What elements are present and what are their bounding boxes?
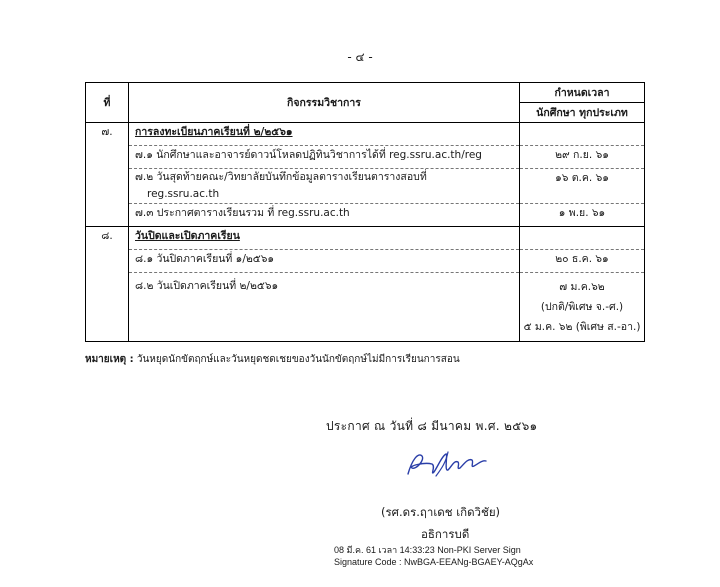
announcement-date: ประกาศ ณ วันที่ ๘ มีนาคม พ.ศ. ๒๕๖๑	[326, 419, 538, 433]
signature-code: Signature Code : NwBGA-EEANg-BGAEY-AQgAx	[334, 557, 534, 567]
activity-cell-line2: reg.ssru.ac.th	[147, 188, 220, 200]
activity-cell: ๗.๒ วันสุดท้ายคณะ/วิทยาลัยบันทึกข้อมูลตารางเรียนตารางสอบที่	[135, 171, 427, 183]
handwritten-signature	[402, 446, 494, 482]
header-activity: กิจกรรมวิชาการ	[129, 83, 520, 123]
section-row	[86, 227, 645, 250]
header-time: กำหนดเวลา	[520, 83, 645, 103]
note-label: หมายเหตุ :	[85, 354, 134, 365]
time-line: (ปกติ/พิเศษ จ.-ศ.)	[540, 301, 624, 313]
page-number: - ๔ -	[347, 50, 373, 64]
activity-cell: ๘.๑ วันปิดภาคเรียนที่ ๑/๒๕๖๑	[129, 250, 520, 273]
table-row	[86, 250, 645, 273]
header-no: ที่	[86, 83, 129, 123]
time-line: ๕ ม.ค. ๖๒ (พิเศษ ส.-อา.)	[523, 321, 641, 333]
table-row	[86, 204, 645, 227]
section-number: ๗.	[86, 123, 129, 146]
signature-metadata	[334, 544, 533, 568]
section-row	[86, 123, 645, 146]
schedule-table	[85, 82, 645, 342]
section-title: การลงทะเบียนภาคเรียนที่ ๒/๒๕๖๑	[135, 126, 293, 138]
time-cell: ๑๖ ต.ค. ๖๑	[520, 169, 645, 204]
section-number: ๘.	[86, 227, 129, 250]
time-cell: ๒๐ ธ.ค. ๖๑	[520, 250, 645, 273]
note	[85, 352, 460, 367]
activity-cell: ๘.๒ วันเปิดภาคเรียนที่ ๒/๒๕๖๑	[129, 273, 520, 342]
activity-cell: ๗.๓ ประกาศตารางเรียนรวม ที่ reg.ssru.ac.th	[129, 204, 520, 227]
activity-cell: ๗.๑ นักศึกษาและอาจารย์ดาวน์โหลดปฏิทินวิชาการได้ที่ reg.ssru.ac.th/reg	[129, 146, 520, 169]
table-row	[86, 146, 645, 169]
table-row	[86, 169, 645, 204]
note-text: วันหยุดนักขัตฤกษ์และวันหยุดชดเชยของวันนักขัตฤกษ์ไม่มีการเรียนการสอน	[136, 354, 460, 365]
signer-position: อธิการบดี	[421, 527, 470, 541]
signer-name: (รศ.ดร.ฤาเดช เกิดวิชัย)	[381, 505, 501, 519]
section-title: วันปิดและเปิดภาคเรียน	[135, 230, 240, 242]
sign-timestamp: 08 มี.ค. 61 เวลา 14:33:23 Non-PKI Server Sign	[334, 545, 521, 555]
time-line: ๗ ม.ค.๖๒	[559, 281, 605, 293]
table-row	[86, 273, 645, 342]
time-cell: ๒๙ ก.ย. ๖๑	[520, 146, 645, 169]
header-time-sub: นักศึกษา ทุกประเภท	[520, 103, 645, 123]
time-cell: ๑ พ.ย. ๖๑	[520, 204, 645, 227]
